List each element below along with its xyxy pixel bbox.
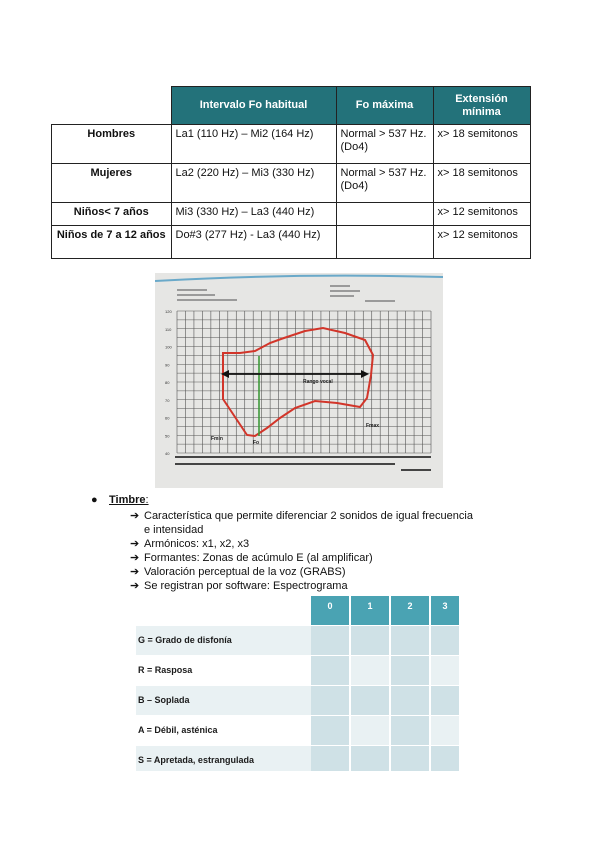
y-tick-label: 70	[165, 397, 170, 403]
cell-fomax	[336, 226, 433, 259]
grabs-row-label: B – Soplada	[136, 686, 311, 715]
table-row	[52, 226, 531, 259]
grabs-table	[136, 596, 459, 771]
grabs-header-0: 0	[311, 596, 349, 625]
fo-label: Fo	[253, 440, 260, 446]
grabs-header-2: 2	[391, 596, 429, 625]
y-tick-label: 50	[165, 433, 170, 439]
grabs-row-label: G = Grado de disfonía	[136, 626, 311, 655]
grabs-header-1: 1	[351, 596, 389, 625]
row-label: Niños< 7 años	[52, 203, 172, 226]
fmin-label: Fmin	[211, 436, 223, 442]
y-ticks	[165, 309, 172, 456]
cell-interval: Mi3 (330 Hz) – La3 (440 Hz)	[171, 203, 336, 226]
grabs-row-label: S = Apretada, estrangulada	[136, 746, 311, 771]
bullet-dot-icon: ●	[91, 494, 98, 506]
header-extension: Extensión mínima	[433, 87, 530, 125]
y-tick-label: 40	[165, 451, 170, 456]
grabs-row-label: R = Rasposa	[136, 656, 311, 685]
y-tick-label: 110	[165, 326, 172, 332]
grabs-cell	[351, 716, 389, 745]
header-fomax: Fo máxima	[336, 87, 433, 125]
phonetogram-photo	[155, 273, 443, 488]
table-header-row	[52, 87, 531, 125]
cell-fomax: Normal > 537 Hz. (Do4)	[336, 164, 433, 203]
grabs-cell	[431, 656, 459, 685]
grabs-cell	[431, 716, 459, 745]
grabs-cell	[391, 656, 429, 685]
grabs-cell	[311, 626, 349, 655]
grabs-cell	[391, 746, 429, 771]
grabs-cell	[431, 746, 459, 771]
table-row	[52, 164, 531, 203]
y-tick-label: 80	[165, 380, 170, 385]
header-blank	[52, 87, 172, 125]
x-axis-labels	[175, 456, 431, 471]
grabs-row	[136, 626, 459, 655]
header-interval: Intervalo Fo habitual	[171, 87, 336, 125]
cell-fomax: Normal > 537 Hz. (Do4)	[336, 125, 433, 164]
grabs-row	[136, 716, 459, 745]
grabs-row-label: A = Débil, asténica	[136, 716, 311, 745]
y-tick-label: 60	[165, 415, 170, 421]
cell-extension: x> 18 semitonos	[433, 164, 530, 203]
timbre-title: Timbre:	[109, 494, 149, 506]
grabs-cell	[391, 626, 429, 655]
arrow-icon: ➔	[130, 566, 140, 578]
grabs-cell	[311, 716, 349, 745]
fo-table	[51, 86, 531, 259]
row-label: Niños de 7 a 12 años	[52, 226, 172, 259]
arrow-icon: ➔	[130, 510, 140, 522]
table-row	[52, 203, 531, 226]
header-scribbles	[177, 285, 395, 302]
arrow-icon: ➔	[130, 552, 140, 564]
grabs-row	[136, 746, 459, 771]
grabs-row	[136, 686, 459, 715]
row-label: Mujeres	[52, 164, 172, 203]
fmax-label: Fmax	[366, 423, 380, 429]
grabs-cell	[391, 716, 429, 745]
grabs-row	[136, 656, 459, 685]
grabs-cell	[311, 746, 349, 771]
grabs-cell	[311, 686, 349, 715]
range-arrowhead-right	[361, 370, 369, 378]
grabs-cell	[351, 746, 389, 771]
cell-extension: x> 12 semitonos	[433, 203, 530, 226]
cell-extension: x> 12 semitonos	[433, 226, 530, 259]
arrow-icon: ➔	[130, 580, 140, 592]
grabs-cell	[431, 626, 459, 655]
cell-interval: La1 (110 Hz) – Mi2 (164 Hz)	[171, 125, 336, 164]
y-tick-label: 120	[165, 309, 172, 314]
grabs-cell	[391, 686, 429, 715]
range-label: Rango vocal	[303, 379, 333, 385]
phonetogram-chart	[155, 273, 443, 488]
arrow-icon: ➔	[130, 538, 140, 550]
cell-extension: x> 18 semitonos	[433, 125, 530, 164]
grabs-cell	[351, 656, 389, 685]
row-label: Hombres	[52, 125, 172, 164]
grabs-cell	[351, 686, 389, 715]
table-row	[52, 125, 531, 164]
y-tick-label: 100	[165, 344, 172, 350]
cell-fomax	[336, 203, 433, 226]
scan-edge	[155, 276, 443, 281]
y-tick-label: 90	[165, 362, 170, 368]
cell-interval: La2 (220 Hz) – Mi3 (330 Hz)	[171, 164, 336, 203]
grabs-header-3: 3	[431, 596, 459, 625]
grabs-cell	[311, 656, 349, 685]
cell-interval: Do#3 (277 Hz) - La3 (440 Hz)	[171, 226, 336, 259]
grabs-cell	[351, 626, 389, 655]
grabs-cell	[431, 686, 459, 715]
